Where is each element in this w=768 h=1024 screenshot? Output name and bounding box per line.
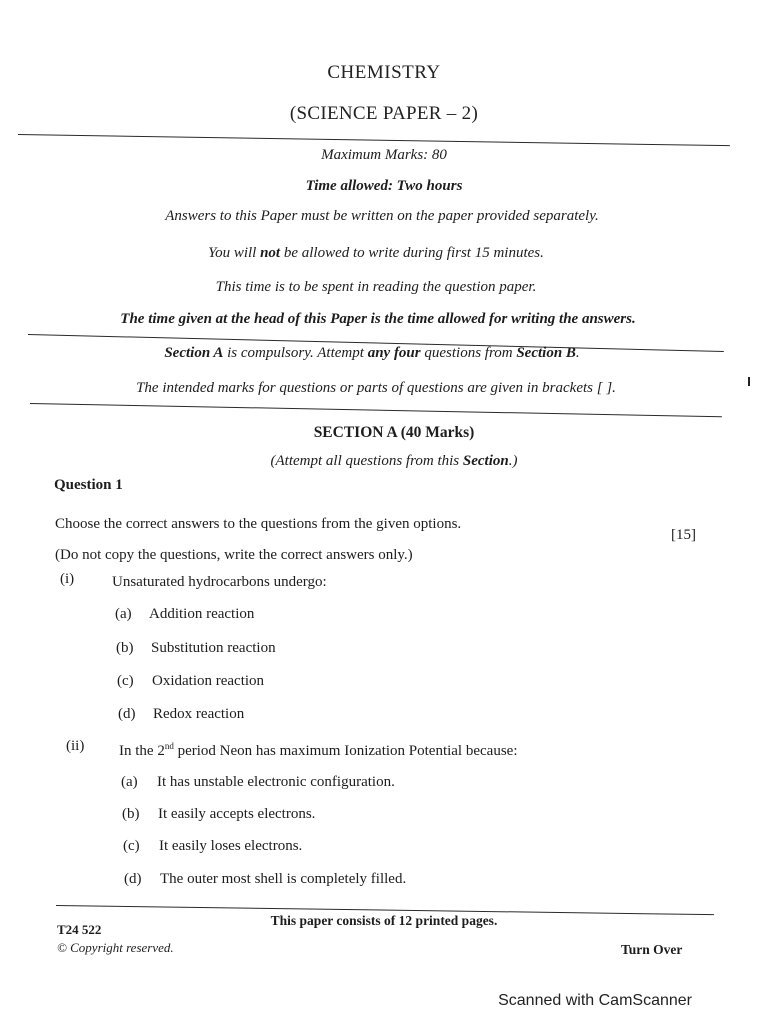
option-text: Oxidation reaction xyxy=(152,673,265,689)
option-row xyxy=(115,606,254,623)
option-row xyxy=(118,706,244,723)
instruction-line-6: The intended marks for questions or parts of questions are given in brackets [ ]. xyxy=(136,380,616,396)
option-text: It easily loses electrons. xyxy=(159,838,303,854)
scanner-watermark: Scanned with CamScanner xyxy=(498,992,692,1009)
question-marks: [15] xyxy=(671,527,696,543)
instruction-line-5: Section A is compulsory. Attempt any four questions from Section B. xyxy=(164,345,580,361)
paper-subtitle: (SCIENCE PAPER – 2) xyxy=(289,103,479,124)
paper-code: T24 522 xyxy=(57,922,102,937)
option-text: It easily accepts electrons. xyxy=(158,806,316,822)
option-tag: (c) xyxy=(123,838,140,854)
pages-note: This paper consists of 12 printed pages. xyxy=(270,913,498,928)
section-note: (Attempt all questions from this Section.) xyxy=(270,453,518,469)
option-tag: (b) xyxy=(122,806,140,822)
part-number: (i) xyxy=(60,571,75,587)
option-text: Redox reaction xyxy=(153,706,245,722)
option-row xyxy=(122,806,315,823)
paper-title: CHEMISTRY xyxy=(327,62,441,83)
option-tag: (d) xyxy=(118,706,136,722)
instruction-line-1: Answers to this Paper must be written on the paper provided separately. xyxy=(165,208,599,224)
option-tag: (a) xyxy=(115,606,132,622)
scan-edge-mark xyxy=(748,377,750,386)
option-text: The outer most shell is completely filled. xyxy=(160,871,407,887)
copyright-note: © Copyright reserved. xyxy=(57,940,174,955)
instruction-line-4: The time given at the head of this Paper is the time allowed for writing the answers. xyxy=(120,311,636,327)
instruction-line-2: You will not be allowed to write during first 15 minutes. xyxy=(208,245,544,261)
option-tag: (b) xyxy=(116,640,134,656)
option-text: Addition reaction xyxy=(149,606,255,622)
option-text: Substitution reaction xyxy=(151,640,276,656)
option-row xyxy=(123,838,302,855)
option-tag: (a) xyxy=(121,774,138,790)
option-tag: (d) xyxy=(124,871,142,887)
option-row xyxy=(121,774,395,791)
time-allowed: Time allowed: Two hours xyxy=(305,178,463,194)
option-row xyxy=(116,640,276,657)
option-tag: (c) xyxy=(117,673,134,689)
part-text: In the 2nd period Neon has maximum Ionization Potential because: xyxy=(119,741,518,759)
option-row xyxy=(124,871,406,888)
question-note: (Do not copy the questions, write the correct answers only.) xyxy=(55,547,413,563)
divider-top xyxy=(18,134,730,146)
part-text: Unsaturated hydrocarbons undergo: xyxy=(112,574,327,590)
option-row xyxy=(117,673,264,690)
question-prompt: Choose the correct answers to the questions from the given options. xyxy=(55,516,462,532)
part-number: (ii) xyxy=(66,738,85,754)
turn-over-note: Turn Over xyxy=(621,942,683,957)
maximum-marks: Maximum Marks: 80 xyxy=(321,147,447,163)
question-label: Question 1 xyxy=(54,477,123,493)
section-heading: SECTION A (40 Marks) xyxy=(313,424,475,441)
instruction-line-3: This time is to be spent in reading the question paper. xyxy=(215,279,537,295)
divider-section xyxy=(30,403,722,417)
option-text: It has unstable electronic configuration. xyxy=(157,774,395,790)
